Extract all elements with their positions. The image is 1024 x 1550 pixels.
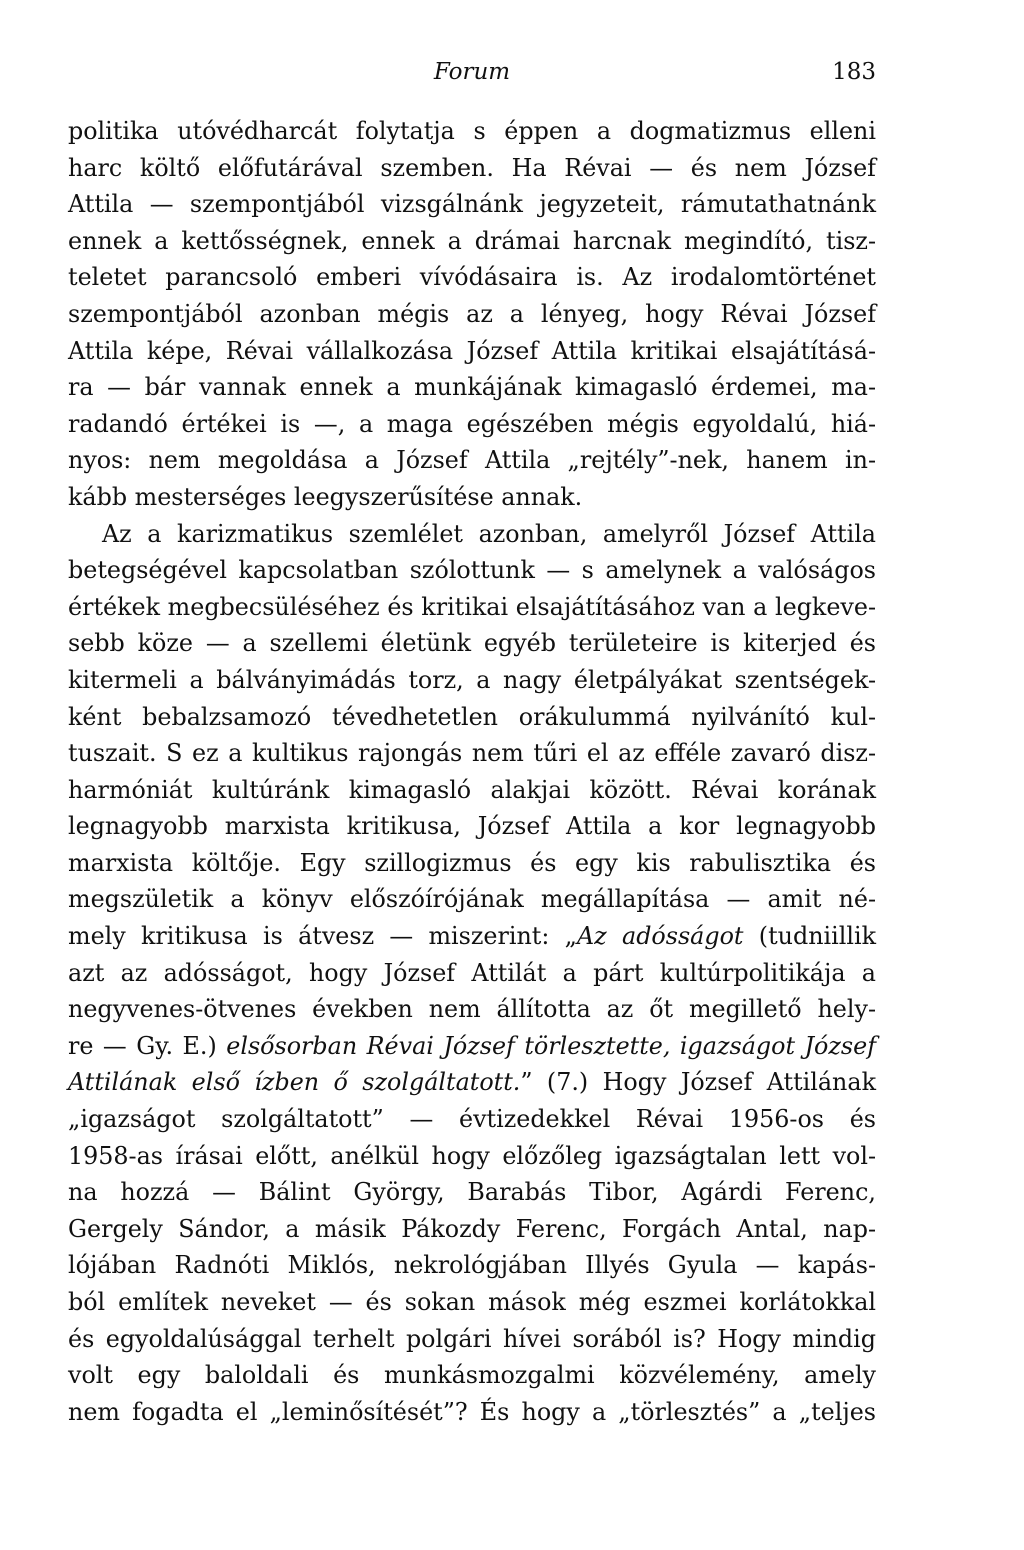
text-line (68, 1394, 876, 1431)
text-span: megszületik a könyv előszóírójának megállapítása — amit né- (68, 885, 876, 914)
text-line (68, 699, 876, 736)
text-span: Attila képe, Révai vállalkozása József Attila kritikai elsajátításá- (68, 336, 876, 365)
text-span: ennek a kettősségnek, ennek a drámai harcnak megindító, tisz- (68, 226, 876, 255)
text-span: értékek megbecsüléséhez és kritikai elsajátításához van a legkeve- (68, 592, 876, 621)
body-text (68, 113, 876, 1430)
journal-title: Forum (433, 59, 511, 85)
text-span: marxista költője. Egy szillogizmus és egy kis rabulisztika és (68, 848, 876, 877)
text-span: sebb köze — a szellemi életünk egyéb területeire is kiterjed és (68, 629, 876, 658)
text-span: ból említek neveket — és sokan mások még eszmei korlátokkal (68, 1288, 876, 1316)
text-span: „igazságot szolgáltatott” — évtizedekkel Révai 1956-os és (68, 1105, 876, 1134)
text-span: teletet parancsoló emberi vívódásaira is. Az irodalomtörténet (68, 263, 876, 292)
text-line (68, 1028, 876, 1065)
text-span: ra — bár vannak ennek a munkájának kimagasló érdemei, ma- (68, 373, 876, 402)
text-line (68, 479, 876, 516)
text-line (68, 845, 876, 882)
text-line (68, 552, 876, 589)
running-head (68, 52, 876, 92)
text-span: mely kritikusa is átvesz — miszerint: „ (68, 922, 577, 951)
text-line (68, 1211, 876, 1248)
text-line (68, 150, 876, 187)
text-span: (tudniillik (743, 922, 876, 951)
text-span: Az a karizmatikus szemlélet azonban, amelyről József Attila (102, 519, 876, 548)
text-span: nem fogadta el „leminősítését”? És hogy a „törlesztés” a „teljes (68, 1397, 876, 1426)
text-span: betegségével kapcsolatban szólottunk — s amelynek a valóságos (68, 556, 876, 585)
paragraph (68, 516, 876, 1431)
italic-quote: Attilának első ízben ő szolgáltatott. (68, 1068, 521, 1097)
text-line (68, 808, 876, 845)
text-line (68, 1064, 876, 1101)
paragraph (68, 113, 876, 516)
text-span: na hozzá — Bálint György, Barabás Tibor, Agárdi Ferenc, (68, 1178, 876, 1207)
page-number: 183 (832, 59, 876, 85)
text-line (68, 113, 876, 150)
text-span: 1958-as írásai előtt, anélkül hogy előzőleg igazságtalan lett vol- (68, 1141, 876, 1170)
text-span: lójában Radnóti Miklós, nekrológjában Illyés Gyula — kapás- (68, 1251, 876, 1280)
text-span: volt egy baloldali és munkásmozgalmi közvélemény, amely (68, 1361, 876, 1390)
text-span: Attila — szempontjából vizsgálnánk jegyzeteit, rámutathatnánk (68, 190, 876, 219)
text-line (68, 772, 876, 809)
text-span: re — Gy. E.) (68, 1031, 227, 1060)
text-line (68, 1357, 876, 1394)
text-line (68, 662, 876, 699)
text-span: Gergely Sándor, a másik Pákozdy Ferenc, Forgách Antal, nap- (68, 1214, 876, 1243)
text-span: harc költő előfutárával szemben. Ha Révai — és nem József (68, 153, 876, 182)
text-line (68, 918, 876, 955)
text-span: negyvenes-ötvenes években nem állította az őt megillető hely- (68, 995, 876, 1024)
text-line (68, 1138, 876, 1175)
text-line (68, 991, 876, 1028)
text-line (68, 1321, 876, 1358)
text-line (68, 516, 876, 553)
text-line (68, 406, 876, 443)
text-line (68, 442, 876, 479)
text-line (68, 333, 876, 370)
text-line (68, 625, 876, 662)
text-line (68, 589, 876, 626)
text-span: nyos: nem megoldása a József Attila „rejtély”-nek, hanem in- (68, 446, 876, 475)
text-line (68, 259, 876, 296)
text-span: legnagyobb marxista kritikusa, József Attila a kor legnagyobb (68, 812, 876, 841)
text-line (68, 223, 876, 260)
text-span: ” (7.) Hogy József Attilának (520, 1068, 876, 1097)
text-span: és egyoldalúsággal terhelt polgári hívei sorából is? Hogy mindig (68, 1324, 876, 1353)
text-line (68, 296, 876, 333)
text-span: kább mesterséges leegyszerűsítése annak. (68, 482, 583, 511)
text-line (68, 1247, 876, 1284)
text-line (68, 369, 876, 406)
text-line (68, 735, 876, 772)
text-span: tuszait. S ez a kultikus rajongás nem tűri el az efféle zavaró disz- (68, 739, 876, 768)
text-line (68, 186, 876, 223)
text-span: kitermeli a bálványimádás torz, a nagy életpályákat szentségek- (68, 665, 876, 694)
italic-quote: elsősorban Révai József törlesztette, igazságot József (226, 1031, 876, 1060)
text-line (68, 1101, 876, 1138)
text-line (68, 1174, 876, 1211)
text-line (68, 955, 876, 992)
text-line (68, 881, 876, 918)
text-span: harmóniát kultúránk kimagasló alakjai között. Révai korának (68, 775, 876, 804)
text-span: radandó értékei is —, a maga egészében mégis egyoldalú, hiá- (68, 409, 876, 438)
italic-quote: Az adósságot (577, 922, 744, 951)
text-line (68, 1284, 876, 1321)
text-span: ként bebalzsamozó tévedhetetlen orákulummá nyilvánító kul- (68, 702, 876, 731)
text-span: politika utóvédharcát folytatja s éppen a dogmatizmus elleni (68, 117, 876, 145)
text-span: szempontjából azonban mégis az a lényeg, hogy Révai József (68, 299, 876, 328)
text-span: azt az adósságot, hogy József Attilát a párt kultúrpolitikája a (68, 958, 876, 987)
